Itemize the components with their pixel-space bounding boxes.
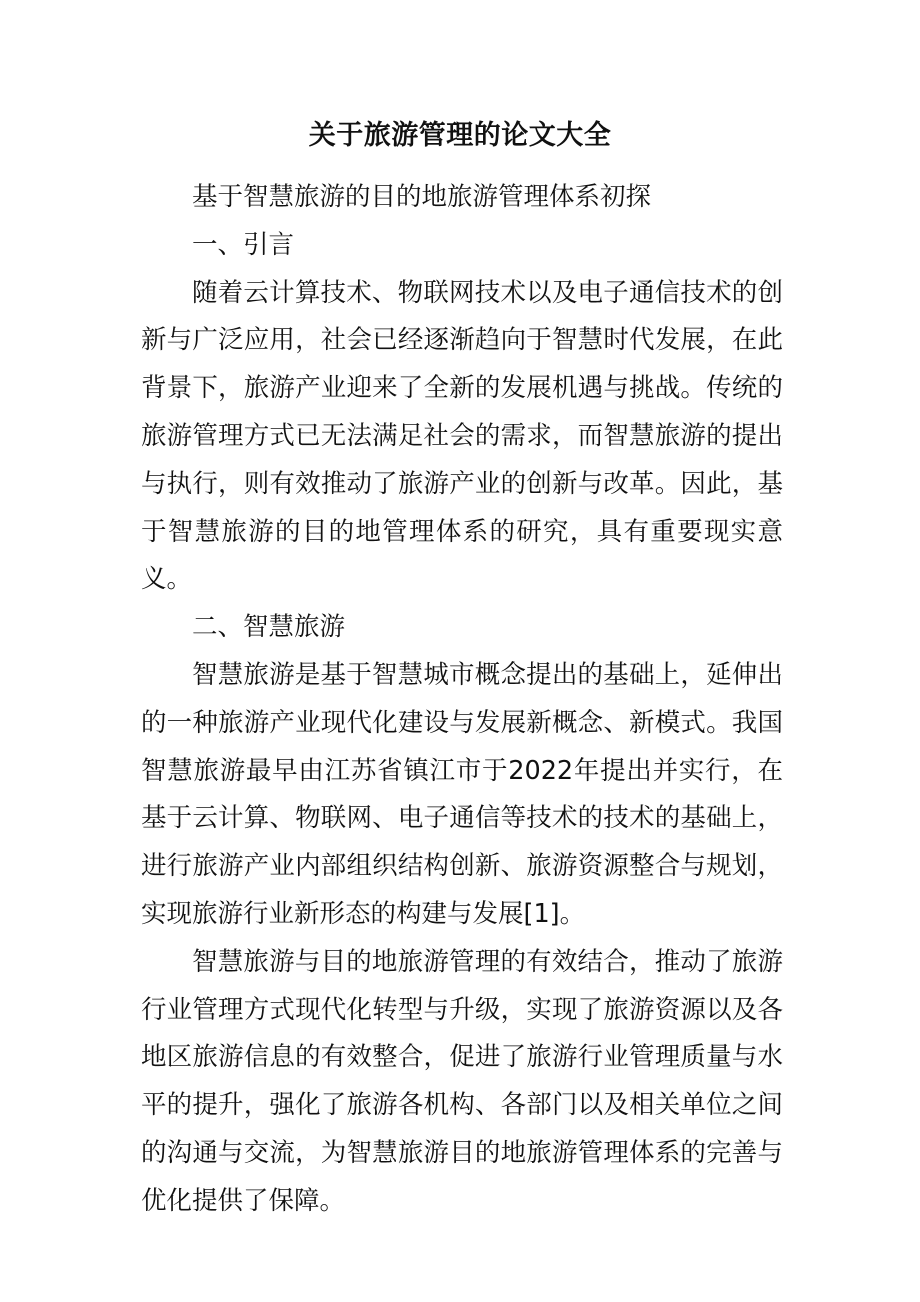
paragraph-subtitle: 基于智慧旅游的目的地旅游管理体系初探	[192, 182, 652, 212]
paragraph-smart-tourism-definition: 智慧旅游是基于智慧城市概念提出的基础上，延伸出的一种旅游产业现代化建设与发展新概念、新模式。我国智慧旅游最早由江苏省镇江市于2022年提出并实行，在基于云计算、物联网、电子通信等技术的技术的基础上，进行旅游产业内部组织结构创新、旅游资源整合与规划，实现旅游行业新形态的构建与发展[1]。	[141, 659, 783, 929]
section-heading-introduction: 一、引言	[192, 229, 295, 260]
section-heading-smart-tourism: 二、智慧旅游	[192, 612, 346, 643]
document-body	[141, 174, 783, 1226]
document-title: 关于旅游管理的论文大全	[308, 120, 612, 151]
paragraph-introduction: 随着云计算技术、物联网技术以及电子通信技术的创新与广泛应用，社会已经逐渐趋向于智慧时代发展，在此背景下，旅游产业迎来了全新的发展机遇与挑战。传统的旅游管理方式已无法满足社会的需求，而智慧旅游的提出与执行，则有效推动了旅游产业的创新与改革。因此，基于智慧旅游的目的地管理体系的研究，具有重要现实意义。	[141, 277, 783, 595]
paragraph-smart-tourism-management: 智慧旅游与目的地旅游管理的有效结合，推动了旅游行业管理方式现代化转型与升级，实现了旅游资源以及各地区旅游信息的有效整合，促进了旅游行业管理质量与水平的提升，强化了旅游各机构、各部门以及相关单位之间的沟通与交流，为智慧旅游目的地旅游管理体系的完善与优化提供了保障。	[141, 946, 783, 1216]
